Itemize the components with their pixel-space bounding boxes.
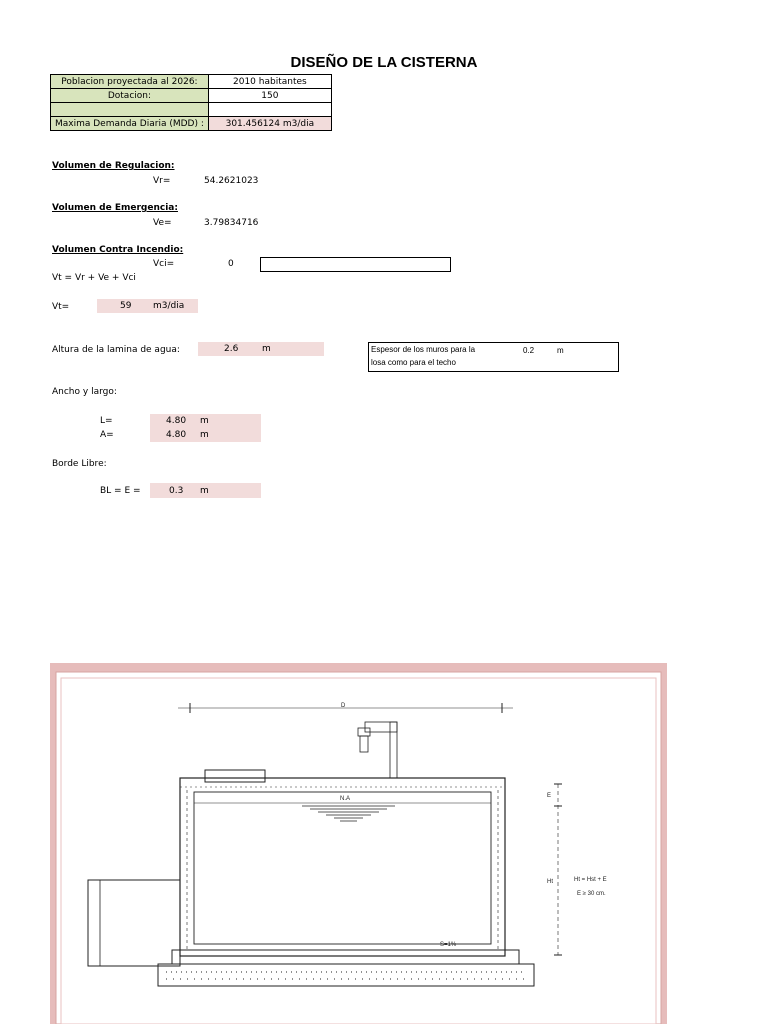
l-unit: m — [200, 416, 209, 426]
borde-heading: Borde Libre: — [52, 459, 107, 469]
regulacion-heading: Volumen de Regulacion: — [52, 161, 175, 171]
table-cell-value[interactable]: 301.456124 m3/dia — [208, 117, 331, 131]
formula-ht: Ht = Hst + E — [574, 877, 607, 883]
altura-value: 2.6 — [224, 344, 239, 354]
formula-vt: Vt = Vr + Ve + Vci — [52, 273, 136, 283]
ancho-largo-heading: Ancho y largo: — [52, 387, 117, 397]
dim-d-label: D — [341, 703, 346, 709]
altura-label: Altura de la lamina de agua: — [52, 345, 180, 355]
espesor-text-line2: losa como para el techo — [371, 358, 456, 367]
a-value: 4.80 — [166, 430, 187, 440]
incendio-heading: Volumen Contra Incendio: — [52, 245, 184, 255]
incendio-value[interactable]: 0 — [228, 259, 234, 269]
a-label: A= — [100, 430, 114, 440]
table-cell-label: Dotacion: — [51, 89, 209, 103]
emergencia-heading: Volumen de Emergencia: — [52, 203, 178, 213]
incendio-symbol: Vci= — [153, 259, 175, 269]
l-label: L= — [100, 416, 113, 426]
table-cell-value[interactable]: 150 — [208, 89, 331, 103]
borde-value: 0.3 — [169, 486, 184, 496]
table-cell-label: Maxima Demanda Diaria (MDD) : — [51, 117, 209, 131]
dim-e-label: E — [547, 793, 552, 799]
emergencia-symbol: Ve= — [153, 218, 172, 228]
regulacion-symbol: Vr= — [153, 176, 171, 186]
espesor-unit: m — [557, 346, 564, 355]
altura-unit: m — [262, 344, 271, 354]
regulacion-value[interactable]: 54.2621023 — [204, 176, 259, 186]
water-level-label: N.A — [340, 796, 351, 802]
emergencia-value[interactable]: 3.79834716 — [204, 218, 259, 228]
table-cell-label: Poblacion proyectada al 2026: — [51, 75, 209, 89]
slope-label: S=1% — [440, 942, 457, 948]
espesor-text-line1: Espesor de los muros para la — [371, 345, 476, 354]
vt-value: 59 — [120, 301, 132, 311]
borde-unit: m — [200, 486, 209, 496]
vt-label: Vt= — [52, 302, 70, 312]
borde-label: BL = E = — [100, 486, 141, 496]
dim-ht-label: Ht — [547, 879, 553, 885]
vt-unit: m3/dia — [153, 301, 185, 311]
l-value: 4.80 — [166, 416, 187, 426]
espesor-value[interactable]: 0.2 — [523, 346, 535, 355]
table-cell-value[interactable]: 2010 habitantes — [208, 75, 331, 89]
formula-e: E ≥ 30 cm. — [577, 891, 606, 897]
a-unit: m — [200, 430, 209, 440]
page-title: DISEÑO DE LA CISTERNA — [290, 54, 478, 71]
